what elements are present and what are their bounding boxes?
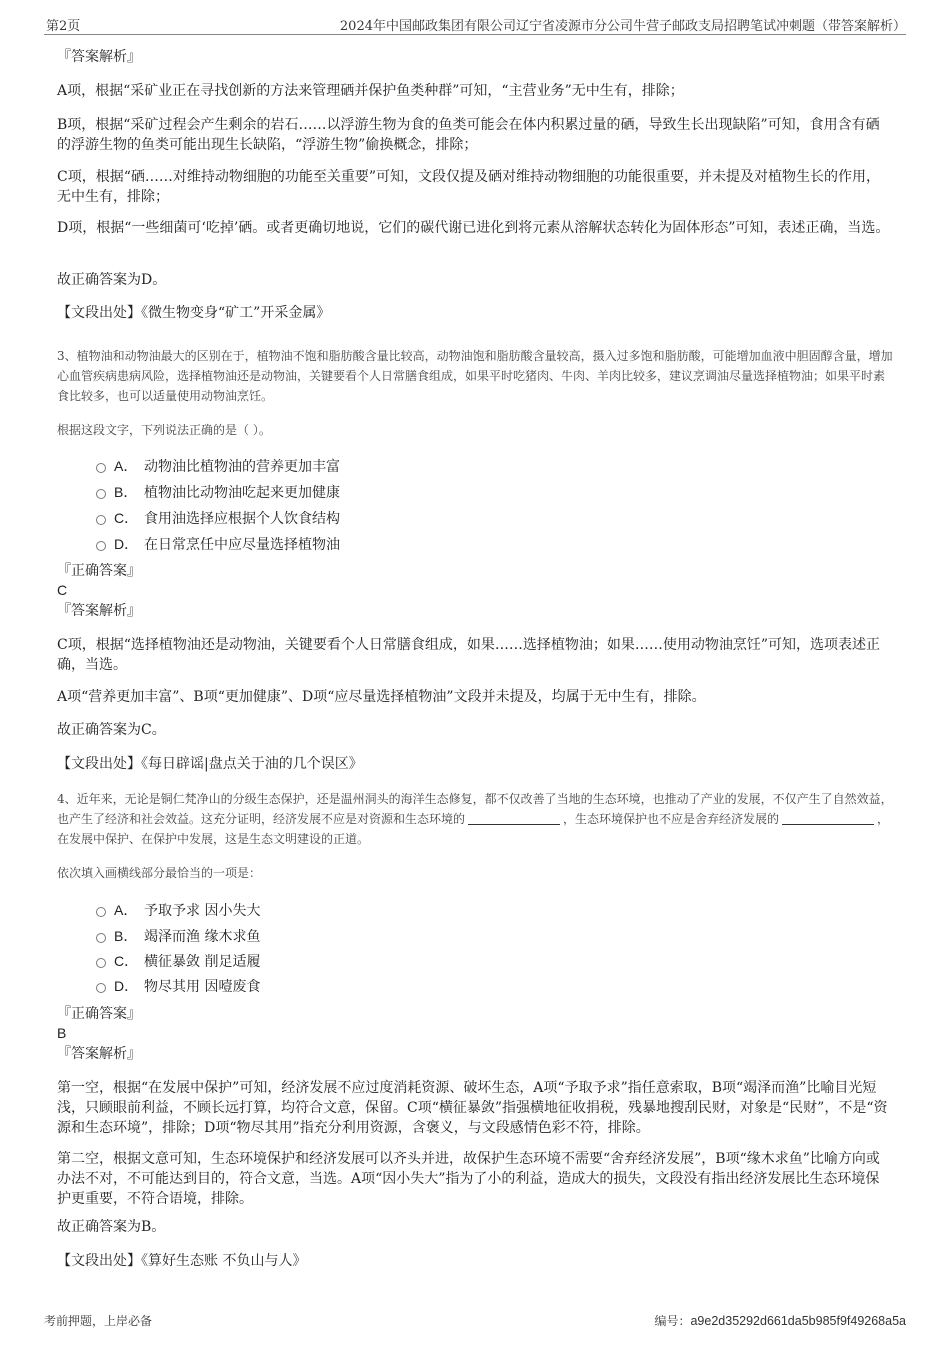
- source-citation: 【文段出处】《微生物变身“矿工”开采金属》: [57, 305, 331, 321]
- source-citation: 【文段出处】《每日辟谣|盘点关于油的几个误区》: [57, 756, 363, 772]
- question-stem: 4、近年来，无论是铜仁梵净山的分级生态保护，还是温州洞头的海洋生态修复，都不仅改善了当地的生态环境，也推动了产业的发展，不仅产生了自然效益，也产生了经济和社会效益。这充分证明，经济发展不应是对资源和生态环境的 ，生态环境保护也不应是舍弃经济发展的 ，在发展中保护、在保护中发展，这是生态文明建设的正道。: [57, 792, 893, 846]
- analysis-label: 『答案解析』: [57, 603, 141, 619]
- radio-icon[interactable]: [96, 463, 106, 473]
- analysis-paragraph: B项，根据“采矿过程会产生剩余的岩石……以浮游生物为食的鱼类可能会在体内积累过量的硒，导致生长出现缺陷”可知，食用含有硒的浮游生物的鱼类可能出现生长缺陷，“浮游生物”偷换概念，排除；: [57, 117, 880, 153]
- radio-icon[interactable]: [96, 907, 106, 917]
- final-answer: 故正确答案为D。: [57, 272, 167, 288]
- analysis-label: 『答案解析』: [57, 1046, 141, 1062]
- analysis-label: 『答案解析』: [57, 49, 141, 65]
- final-answer: 故正确答案为C。: [57, 722, 166, 738]
- correct-answer-label: 『正确答案』: [57, 1006, 141, 1022]
- option-b[interactable]: B． 竭泽而渔 缘木求鱼: [96, 926, 260, 947]
- radio-icon[interactable]: [96, 958, 106, 968]
- radio-icon[interactable]: [96, 983, 106, 993]
- radio-icon[interactable]: [96, 515, 106, 525]
- page-footer: [44, 1312, 906, 1332]
- question-prompt: 根据这段文字，下列说法正确的是（ ）。: [57, 423, 271, 437]
- final-answer: 故正确答案为B。: [57, 1219, 166, 1235]
- question-stem: 3、植物油和动物油最大的区别在于，植物油不饱和脂肪酸含量比较高，动物油饱和脂肪酸含量较高，摄入过多饱和脂肪酸，可能增加血液中胆固醇含量，增加心血管疾病患病风险，选择植物油还是动物油，关键要看个人日常膳食组成，如果平时吃猪肉、牛肉、羊肉比较多，建议烹调油尽量选择植物油；如果平时素食比较多，也可以适量使用动物油烹饪。: [57, 349, 893, 403]
- radio-icon[interactable]: [96, 541, 106, 551]
- document-code: 编号：a9e2d35292d661da5b985f9f49268a5a: [654, 1314, 906, 1328]
- analysis-paragraph: A项“营养更加丰富”、B项“更加健康”、D项“应尽量选择植物油”文段并未提及，均属于无中生有，排除。: [57, 689, 706, 705]
- analysis-paragraph: 第二空，根据文意可知，生态环境保护和经济发展可以齐头并进，故保护生态环境不需要“舍弃经济发展”，B项“缘木求鱼”比喻方向或办法不对，不可能达到目的，符合文意，当选。A项“因小失大”指为了小的利益，造成大的损失，文段没有指出经济发展比生态环境保护更重要，不符合语境，排除。: [57, 1151, 880, 1207]
- option-c[interactable]: C． 食用油选择应根据个人饮食结构: [96, 508, 340, 529]
- analysis-paragraph: C项，根据“选择植物油还是动物油，关键要看个人日常膳食组成，如果……选择植物油；如果……使用动物油烹饪”可知，选项表述正确，当选。: [57, 637, 881, 673]
- footer-slogan: 考前押题，上岸必备: [44, 1314, 153, 1328]
- option-a[interactable]: A． 予取予求 因小失大: [96, 900, 260, 921]
- blank-line: [782, 812, 874, 825]
- option-d[interactable]: D． 物尽其用 因噎废食: [96, 976, 260, 997]
- page-header: [44, 14, 906, 35]
- analysis-paragraph: 第一空，根据“在发展中保护”可知，经济发展不应过度消耗资源、破坏生态，A项“予取予求”指任意索取，B项“竭泽而渔”比喻目光短浅，只顾眼前利益，不顾长远打算，均符合文意，保留。C项“横征暴敛”指强横地征收捐税，残暴地搜刮民财，对象是“民财”，不是“资源和生态环境”，排除；D项“物尽其用”指充分利用资源，含褒义，与文段感情色彩不符，排除。: [57, 1080, 888, 1136]
- correct-answer: B: [57, 1025, 67, 1041]
- analysis-paragraph: D项，根据“一些细菌可‘吃掉’硒。或者更确切地说，它们的碳代谢已进化到将元素从溶解状态转化为固体形态”可知，表述正确，当选。: [57, 220, 890, 236]
- source-citation: 【文段出处】《算好生态账 不负山与人》: [57, 1253, 307, 1269]
- page-number: 第2页: [46, 19, 81, 34]
- analysis-paragraph: A项，根据“采矿业正在寻找创新的方法来管理硒并保护鱼类种群”可知，“主营业务”无中生有，排除；: [57, 83, 684, 99]
- radio-icon[interactable]: [96, 933, 106, 943]
- option-a[interactable]: A． 动物油比植物油的营养更加丰富: [96, 456, 340, 477]
- correct-answer-label: 『正确答案』: [57, 563, 141, 579]
- blank-line: [468, 812, 560, 825]
- option-c[interactable]: C． 横征暴敛 削足适履: [96, 951, 260, 972]
- radio-icon[interactable]: [96, 489, 106, 499]
- option-d[interactable]: D． 在日常烹任中应尽量选择植物油: [96, 534, 340, 555]
- option-b[interactable]: B． 植物油比动物油吃起来更加健康: [96, 482, 340, 503]
- document-title: 2024年中国邮政集团有限公司辽宁省凌源市分公司牛营子邮政支局招聘笔试冲刺题（带答案解析）: [339, 19, 906, 34]
- question-prompt: 依次填入画横线部分最恰当的一项是：: [57, 866, 262, 880]
- correct-answer: C: [57, 582, 68, 598]
- analysis-paragraph: C项，根据“硒……对维持动物细胞的功能至关重要”可知，文段仅提及硒对维持动物细胞的功能很重要，并未提及对植物生长的作用，无中生有，排除；: [57, 169, 881, 205]
